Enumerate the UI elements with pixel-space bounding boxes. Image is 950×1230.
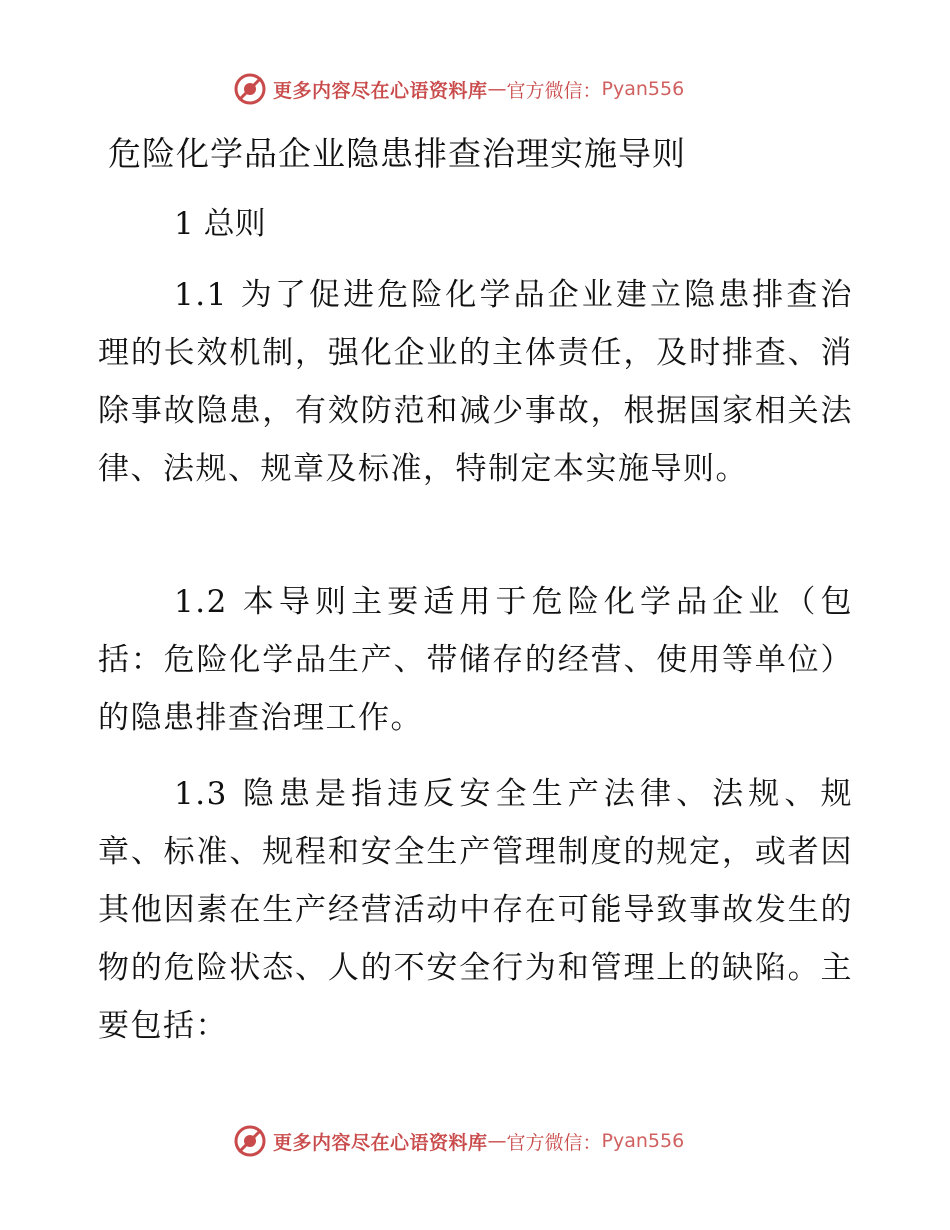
watermark-text: 更多内容尽在心语资料库 — [273, 1131, 488, 1154]
paragraph-1-1: 1.1 为了促进危险化学品企业建立隐患排查治理的长效机制，强化企业的主体责任，及时排查、消除事故隐患，有效防范和减少事故，根据国家相关法律、法规、规章及标准，特制定本实施导则。 — [98, 277, 853, 487]
watermark-text: 更多内容尽在心语资料库 — [273, 79, 488, 102]
watermark-logo-icon — [233, 1124, 267, 1158]
watermark-dash: — — [487, 78, 507, 100]
section-heading: 1 总则 — [174, 206, 266, 242]
footer-watermark — [233, 1124, 684, 1158]
document-title: 危险化学品企业隐患排查治理实施导则 — [108, 134, 686, 173]
watermark-wechat-id: Pyan556 — [601, 1130, 685, 1152]
watermark-wechat-label: 官方微信： — [506, 1131, 602, 1154]
paragraph-1-2: 1.2 本导则主要适用于危险化学品企业（包括：危险化学品生产、带储存的经营、使用等单位）的隐患排查治理工作。 — [98, 584, 853, 736]
watermark-logo-icon — [233, 72, 267, 106]
header-watermark — [233, 72, 684, 106]
watermark-dash: — — [487, 1130, 507, 1152]
paragraph-1-3: 1.3 隐患是指违反安全生产法律、法规、规章、标准、规程和安全生产管理制度的规定，或者因其他因素在生产经营活动中存在可能导致事故发生的物的危险状态、人的不安全行为和管理上的缺陷。主要包括： — [98, 776, 853, 1044]
watermark-wechat-label: 官方微信： — [506, 79, 602, 102]
watermark-wechat-id: Pyan556 — [601, 78, 685, 100]
